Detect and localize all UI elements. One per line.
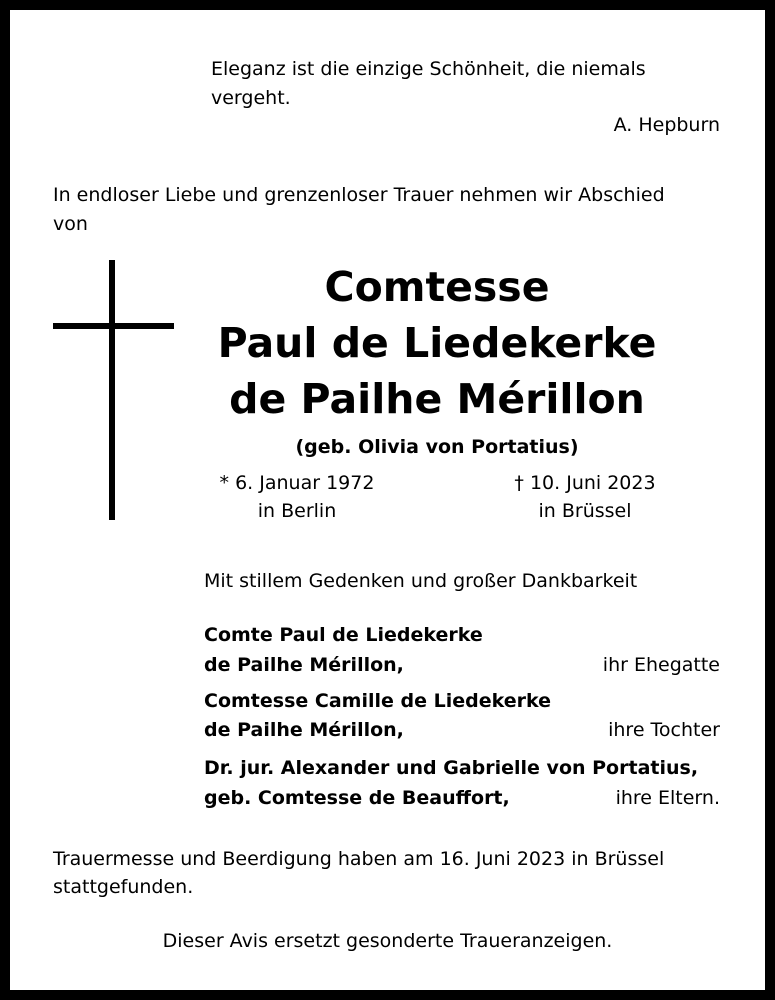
birth-date: * 6. Januar 1972 bbox=[219, 472, 375, 494]
mourner-name-line-2: de Pailhe Mérillon, bbox=[204, 654, 404, 676]
mourner-name-line-1: Comtesse Camille de Liedekerke bbox=[204, 690, 551, 712]
funeral-line-1: Trauermesse und Beerdigung haben am 16. Juni 2023 in Brüssel bbox=[53, 848, 665, 870]
mourner-name-line-2: de Pailhe Mérillon, bbox=[204, 719, 404, 741]
deceased-name-line-1: Comtesse bbox=[324, 263, 550, 311]
deceased-name-line-2: Paul de Liedekerke bbox=[217, 319, 657, 367]
mourner-relation: ihre Eltern. bbox=[615, 787, 720, 809]
death-date: † 10. Juni 2023 bbox=[514, 472, 656, 494]
deceased-name-line-3: de Pailhe Mérillon bbox=[229, 375, 645, 423]
quote-line-2: vergeht. bbox=[211, 87, 291, 109]
quote-author: A. Hepburn bbox=[613, 114, 720, 136]
quote-line-1: Eleganz ist die einzige Schönheit, die niemals bbox=[211, 58, 646, 80]
notice-text: Dieser Avis ersetzt gesonderte Traueranzeigen. bbox=[162, 930, 613, 952]
intro-line-2: von bbox=[53, 213, 88, 235]
birth-place: in Berlin bbox=[257, 500, 337, 522]
mourner-name-line-1: Dr. jur. Alexander und Gabrielle von Portatius, bbox=[204, 757, 699, 779]
mourner-relation: ihre Tochter bbox=[608, 719, 720, 741]
funeral-line-2: stattgefunden. bbox=[53, 876, 194, 898]
mourner-relation: ihr Ehegatte bbox=[602, 654, 720, 676]
mourner-name-line-2: geb. Comtesse de Beauffort, bbox=[204, 787, 510, 809]
mourner-name-line-1: Comte Paul de Liedekerke bbox=[204, 624, 483, 646]
death-place: in Brüssel bbox=[538, 500, 632, 522]
intro-line-1: In endloser Liebe und grenzenloser Trauer nehmen wir Abschied bbox=[53, 184, 665, 206]
remembrance-text: Mit stillem Gedenken und großer Dankbarkeit bbox=[204, 570, 638, 592]
birth-name: (geb. Olivia von Portatius) bbox=[295, 436, 579, 458]
